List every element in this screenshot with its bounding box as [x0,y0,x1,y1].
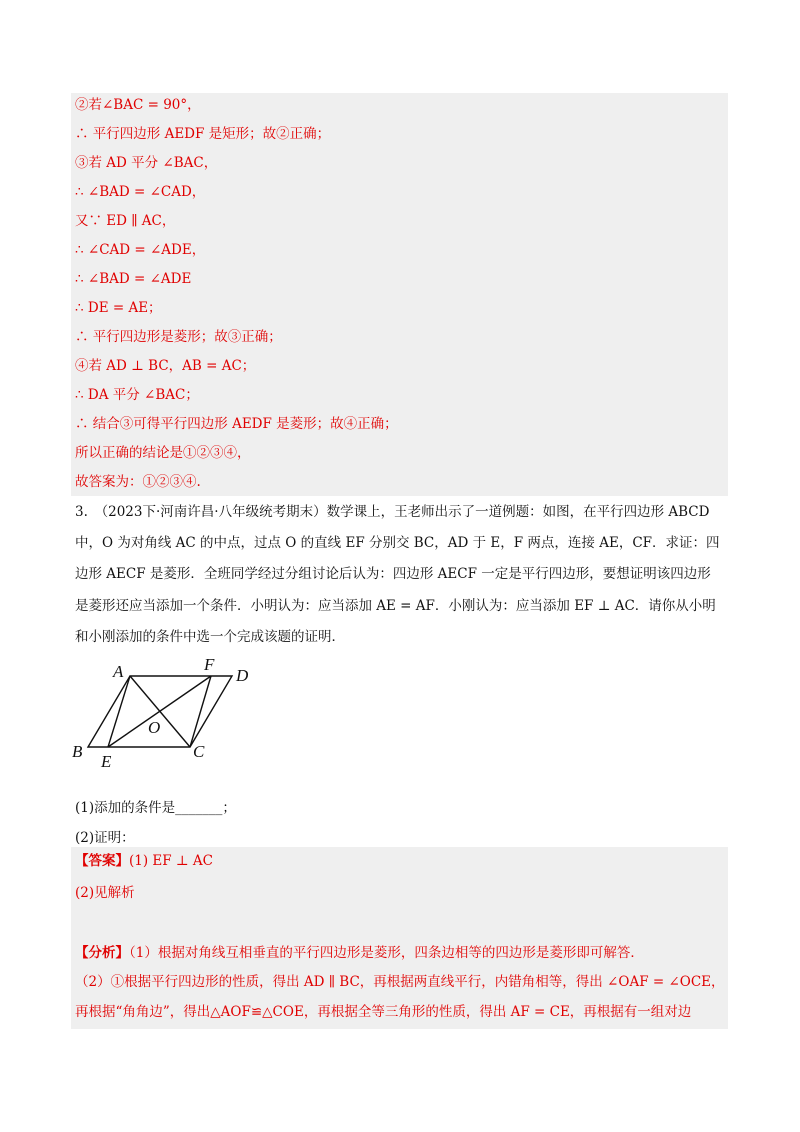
solution-line: ②若∠BAC = 90°， [75,97,201,113]
solution-line: ∴ ∠CAD = ∠ADE， [75,242,206,258]
problem-line: 是菱形还应当添加一个条件．小明认为：应当添加 AE = AF．小刚认为：应当添加 EF ⊥ AC．请你从小明 [75,598,716,614]
analysis-text-2: （2）①根据平行四边形的性质，得出 AD ∥ BC，再根据两直线平行，内错角相等，得出 ∠OAF = ∠OCE， [75,974,725,990]
problem-line: 和小刚添加的条件中选一个完成该题的证明． [75,629,345,645]
segment-cf [190,676,211,747]
label-f: F [204,656,215,674]
answer-1: (1) EF ⊥ AC [129,853,213,869]
answer-2: (2)见解析 [75,885,135,901]
answer-line-1 [75,851,213,871]
analysis-text-1: （1）根据对角线互相垂直的平行四边形是菱形，四条边相等的四边形是菱形即可解答． [129,945,644,961]
solution-line: ∴ ∠BAD = ∠CAD， [75,184,206,200]
segment-ae [108,676,130,747]
label-b: B [72,742,83,761]
label-o: O [148,718,161,737]
solution-line: 故答案为：①②③④. [75,474,201,490]
analysis-line-1 [75,943,644,963]
solution-line: 所以正确的结论是①②③④， [75,445,251,461]
solution-line: ∴ ∠BAD = ∠ADE [75,271,192,287]
label-d: D [236,666,249,685]
analysis-text-3: 再根据“角角边”，得出△AOF≌△COE，再根据全等三角形的性质，得出 AF = CE，再根据有一组对边 [75,1004,692,1020]
solution-line: ④若 AD ⊥ BC，AB = AC； [75,358,256,374]
problem-line: 边形 AECF 是菱形．全班同学经过分组讨论后认为：四边形 AECF 一定是平行四边形，要想证明该四边形 [75,566,711,582]
answer-tag: 【答案】 [75,853,129,869]
sub-question-1: (1)添加的条件是_______； [75,800,236,816]
solution-line: ∴ 平行四边形是菱形；故③正确； [75,329,282,345]
analysis-tag: 【分析】 [75,945,129,961]
problem-line: 3. （2023下·河南许昌·八年级统考期末）数学课上，王老师出示了一道例题：如图，在平行四边形 ABCD [75,504,710,520]
sub-question-2: (2)证明： [75,830,135,846]
label-c: C [193,742,205,761]
problem-line: 中，O 为对角线 AC 的中点，过点 O 的直线 EF 分别交 BC，AD 于 E，F 两点，连接 AE，CF．求证：四 [75,535,720,551]
solution-line: ③若 AD 平分 ∠BAC， [75,155,218,171]
parallelogram-figure [70,656,260,771]
label-e: E [101,752,112,771]
solution-line: ∴ 平行四边形 AEDF 是矩形；故②正确； [75,126,331,142]
solution-line: 又∵ ED ∥ AC， [75,213,176,229]
label-a: A [113,662,124,681]
solution-line: ∴ 结合③可得平行四边形 AEDF 是菱形；故④正确； [75,416,398,432]
solution-line: ∴ DE = AE； [75,300,162,316]
solution-line: ∴ DA 平分 ∠BAC； [75,387,199,403]
